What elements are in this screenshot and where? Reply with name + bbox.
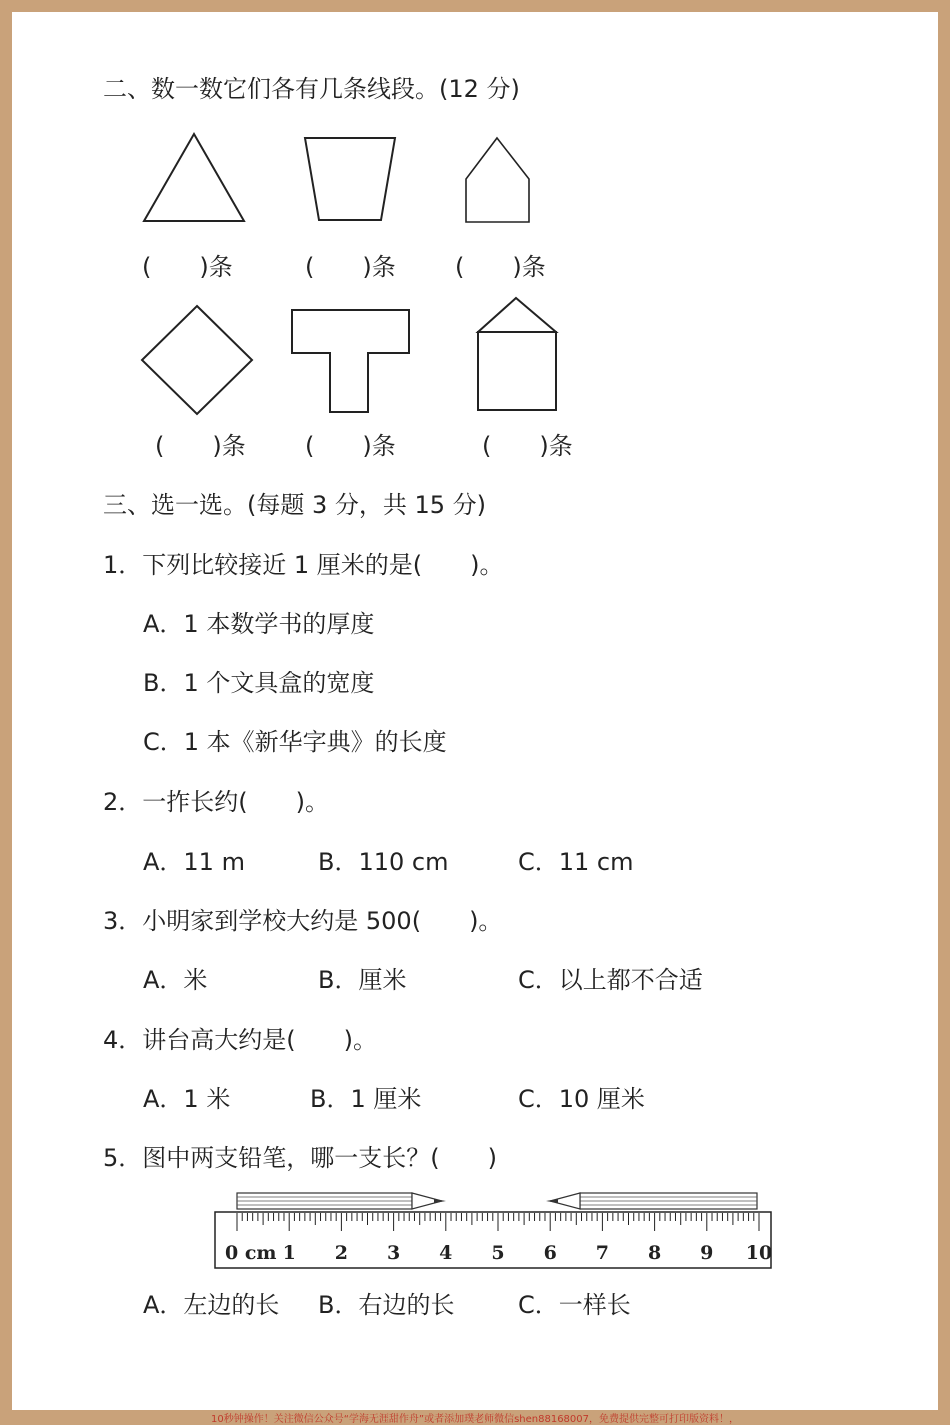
footer-notice: 10秒钟操作！关注微信公众号“学海无涯甜作舟”或者添加璞老师微信shen88168007，免费提供完整可打印版资料！， xyxy=(210,1414,740,1425)
option-5c[interactable]: C．一样长 xyxy=(518,1291,631,1319)
ruler-label: 10 xyxy=(745,1242,773,1264)
trapezoid-shape xyxy=(300,134,400,224)
option-4c[interactable]: C．10 厘米 xyxy=(518,1085,645,1113)
option-4a[interactable]: A．1 米 xyxy=(143,1085,231,1113)
answer-label: ( )条 xyxy=(305,253,396,281)
section3-title: 三、选一选。(每题 3 分，共 15 分) xyxy=(103,491,487,519)
left-pencil xyxy=(237,1193,446,1209)
ruler-with-pencils xyxy=(210,1186,780,1272)
t-shape xyxy=(288,306,414,416)
ruler-label: 4 xyxy=(439,1242,453,1264)
option-1a[interactable]: A．1 本数学书的厚度 xyxy=(143,610,375,638)
question-2: 2．一拃长约( )。 xyxy=(103,788,329,816)
option-2b[interactable]: B．110 cm xyxy=(318,848,449,876)
question-5: 5．图中两支铅笔，哪一支长？( ) xyxy=(103,1144,497,1172)
option-1b[interactable]: B．1 个文具盒的宽度 xyxy=(143,669,375,697)
option-5a[interactable]: A．左边的长 xyxy=(143,1291,280,1319)
question-4: 4．讲台高大约是( )。 xyxy=(103,1026,377,1054)
ruler-label: 7 xyxy=(595,1242,610,1264)
pentagon-house-shape xyxy=(462,134,534,226)
answer-label: ( )条 xyxy=(305,432,396,460)
ruler-label: 3 xyxy=(386,1242,401,1264)
ruler-label: 6 xyxy=(543,1242,557,1264)
triangle-shape xyxy=(140,130,248,225)
option-5b[interactable]: B．右边的长 xyxy=(318,1291,455,1319)
option-3c[interactable]: C．以上都不合适 xyxy=(518,966,703,994)
option-1c[interactable]: C．1 本《新华字典》的长度 xyxy=(143,728,447,756)
ruler-label: 9 xyxy=(700,1242,714,1264)
ruler-label: 1 xyxy=(282,1242,296,1264)
answer-label: ( )条 xyxy=(155,432,246,460)
ruler-label: 5 xyxy=(491,1242,505,1264)
ruler-label: 0 cm xyxy=(225,1242,277,1264)
ruler-label: 8 xyxy=(647,1242,662,1264)
question-1: 1．下列比较接近 1 厘米的是( )。 xyxy=(103,551,504,579)
option-4b[interactable]: B．1 厘米 xyxy=(310,1085,422,1113)
diamond-shape xyxy=(138,302,256,418)
answer-label: ( )条 xyxy=(142,253,233,281)
option-3b[interactable]: B．厘米 xyxy=(318,966,407,994)
option-3a[interactable]: A．米 xyxy=(143,966,208,994)
ruler-label: 2 xyxy=(334,1242,349,1264)
question-3: 3．小明家到学校大约是 500( )。 xyxy=(103,907,503,935)
house-shape xyxy=(474,294,562,414)
right-pencil xyxy=(546,1193,757,1209)
answer-label: ( )条 xyxy=(455,253,546,281)
answer-label: ( )条 xyxy=(482,432,573,460)
option-2a[interactable]: A．11 m xyxy=(143,848,245,876)
option-2c[interactable]: C．11 cm xyxy=(518,848,634,876)
section2-title: 二、数一数它们各有几条线段。(12 分) xyxy=(103,75,520,103)
